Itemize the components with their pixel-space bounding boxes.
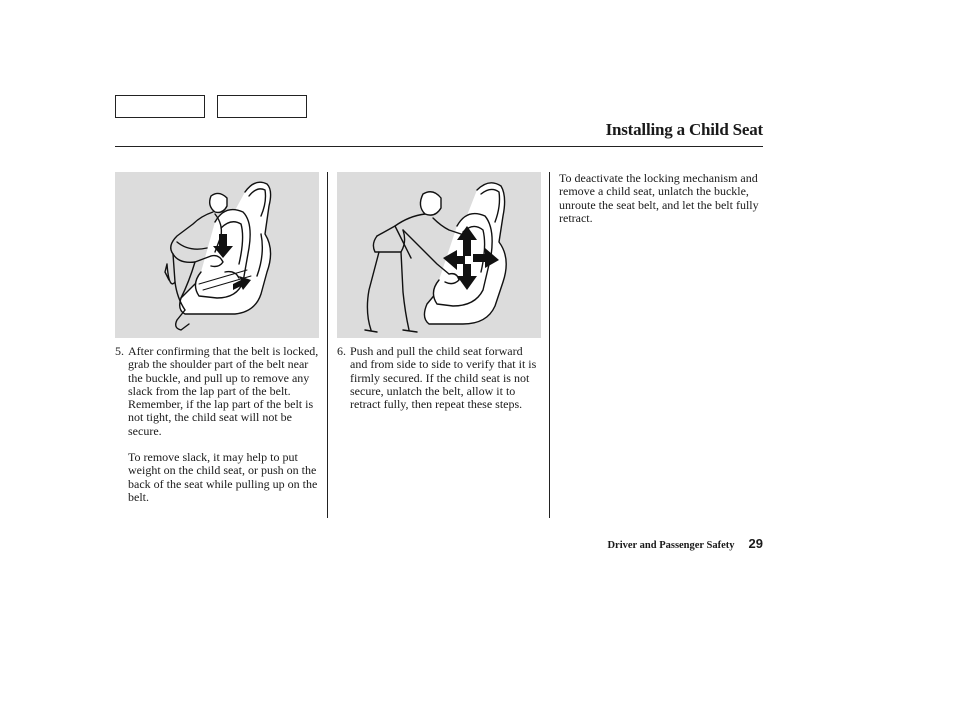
step-5-column xyxy=(115,345,320,504)
step-5-text: After confirming that the belt is locked, grab the shoulder part of the belt near the buckle, and pull up to remove any slack from the lap part of the belt. Remember, if the lap part of the belt is not tight, the child seat will not be secure. xyxy=(128,344,319,438)
page-footer xyxy=(607,536,763,551)
step-5-number: 5. xyxy=(115,344,124,358)
illustration-verify-child-seat xyxy=(337,172,541,338)
step-6 xyxy=(337,345,542,411)
section-tab-right xyxy=(217,95,307,118)
deactivate-lock-paragraph: To deactivate the locking mechanism and remove a child seat, unlatch the buckle, unroute the seat belt, and let the belt fully retract. xyxy=(559,171,759,225)
title-divider xyxy=(115,146,763,147)
section-tab-left xyxy=(115,95,205,118)
step-6-number: 6. xyxy=(337,344,346,358)
verify-seat-drawing xyxy=(337,172,541,338)
step-5 xyxy=(115,345,320,438)
page-title: Installing a Child Seat xyxy=(605,120,763,139)
page-number: 29 xyxy=(748,536,763,551)
pull-belt-drawing xyxy=(115,172,319,338)
column-divider xyxy=(549,172,550,518)
illustration-pull-belt-slack xyxy=(115,172,319,338)
slack-tip-paragraph: To remove slack, it may help to put weight on the child seat, or push on the back of the seat while pulling up on the belt. xyxy=(128,450,318,504)
footer-section-title: Driver and Passenger Safety xyxy=(607,540,735,551)
step-6-text: Push and pull the child seat forward and from side to side to verify that it is firmly secured. If the child seat is not secure, unlatch the belt, allow it to retract fully, then repeat these steps. xyxy=(350,344,537,412)
column-divider xyxy=(327,172,328,518)
step-6-column xyxy=(337,345,542,411)
